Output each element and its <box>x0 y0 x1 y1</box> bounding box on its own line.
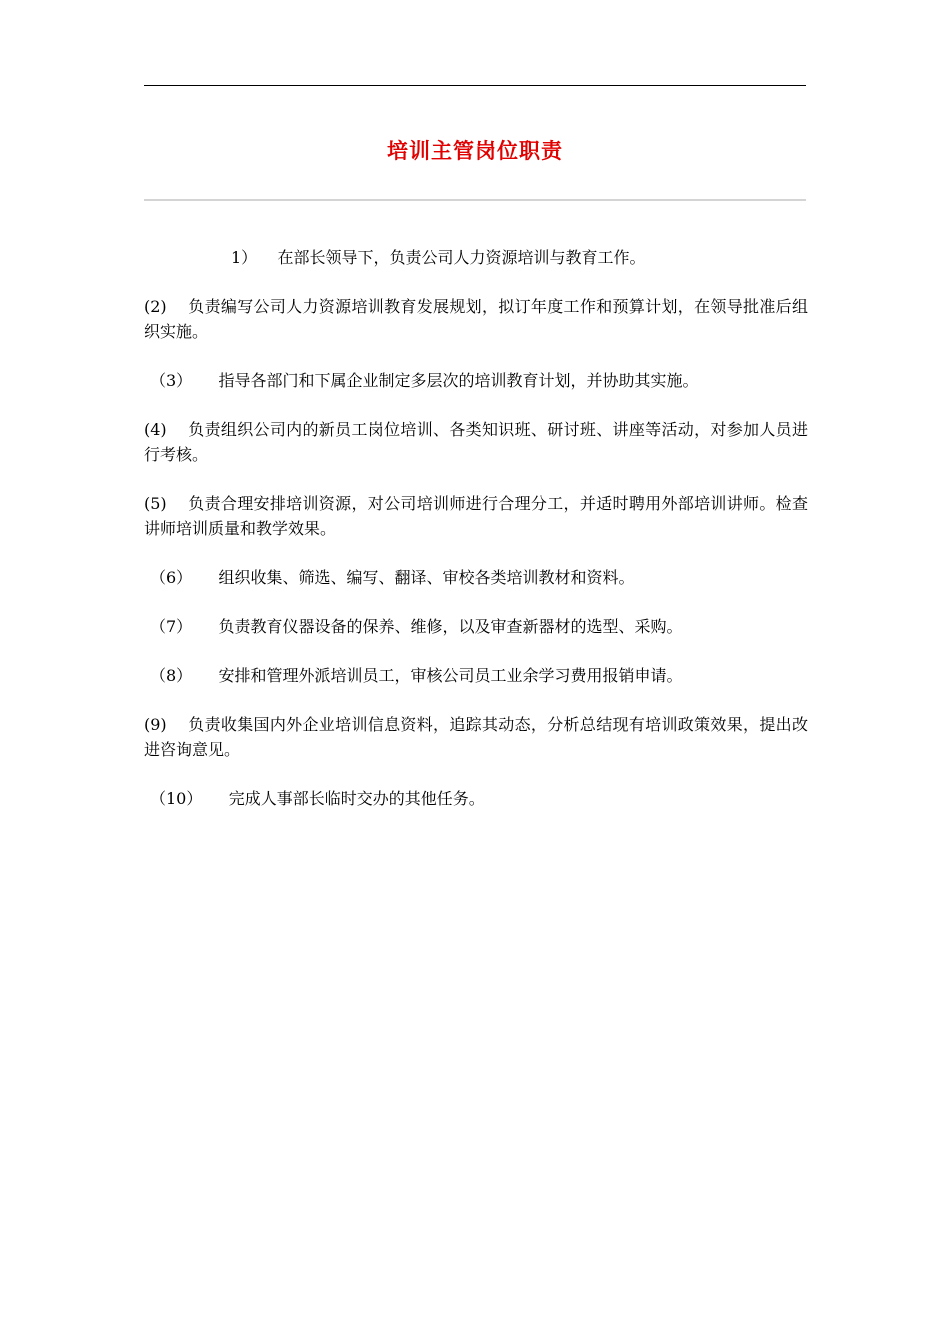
duty-item-2 <box>144 294 808 344</box>
duty-item-6 <box>144 565 808 590</box>
duty-text: 负责合理安排培训资源，对公司培训师进行合理分工，并适时聘用外部培训讲师。检查讲师培训质量和教学效果。 <box>144 494 808 538</box>
duty-number: (2) <box>144 297 167 316</box>
duty-number: (9) <box>144 715 167 734</box>
duty-number: (5) <box>144 494 167 513</box>
duty-item-8 <box>144 663 808 688</box>
duty-item-5 <box>144 491 808 541</box>
duty-text: 组织收集、筛选、编写、翻译、审校各类培训教材和资料。 <box>218 568 635 587</box>
duty-number: （6） <box>150 568 193 587</box>
duty-text: 负责教育仪器设备的保养、维修，以及审查新器材的选型、采购。 <box>218 617 683 636</box>
duty-item-10 <box>144 786 808 811</box>
duty-text: 安排和管理外派培训员工，审核公司员工业余学习费用报销申请。 <box>218 666 683 685</box>
duty-list <box>144 245 808 835</box>
title-rule <box>144 199 806 201</box>
duty-item-1 <box>144 245 808 270</box>
duty-item-9 <box>144 712 808 762</box>
duty-number: （3） <box>150 371 193 390</box>
duty-text: 指导各部门和下属企业制定多层次的培训教育计划，并协助其实施。 <box>218 371 699 390</box>
duty-item-3 <box>144 368 808 393</box>
duty-number: (4) <box>144 420 167 439</box>
duty-number: （7） <box>150 617 193 636</box>
duty-text: 在部长领导下，负责公司人力资源培训与教育工作。 <box>277 248 646 267</box>
duty-number: 1） <box>231 248 258 267</box>
duty-text: 负责编写公司人力资源培训教育发展规划，拟订年度工作和预算计划，在领导批准后组织实施。 <box>144 297 808 341</box>
duty-item-4 <box>144 417 808 467</box>
duty-item-7 <box>144 614 808 639</box>
duty-text: 负责收集国内外企业培训信息资料，追踪其动态，分析总结现有培训政策效果，提出改进咨询意见。 <box>144 715 808 759</box>
duty-text: 负责组织公司内的新员工岗位培训、各类知识班、研讨班、讲座等活动，对参加人员进行考核。 <box>144 420 808 464</box>
duty-number: （10） <box>150 789 203 808</box>
duty-text: 完成人事部长临时交办的其他任务。 <box>228 789 485 808</box>
page-title: 培训主管岗位职责 <box>387 139 563 163</box>
duty-number: （8） <box>150 666 193 685</box>
top-rule <box>144 85 806 86</box>
